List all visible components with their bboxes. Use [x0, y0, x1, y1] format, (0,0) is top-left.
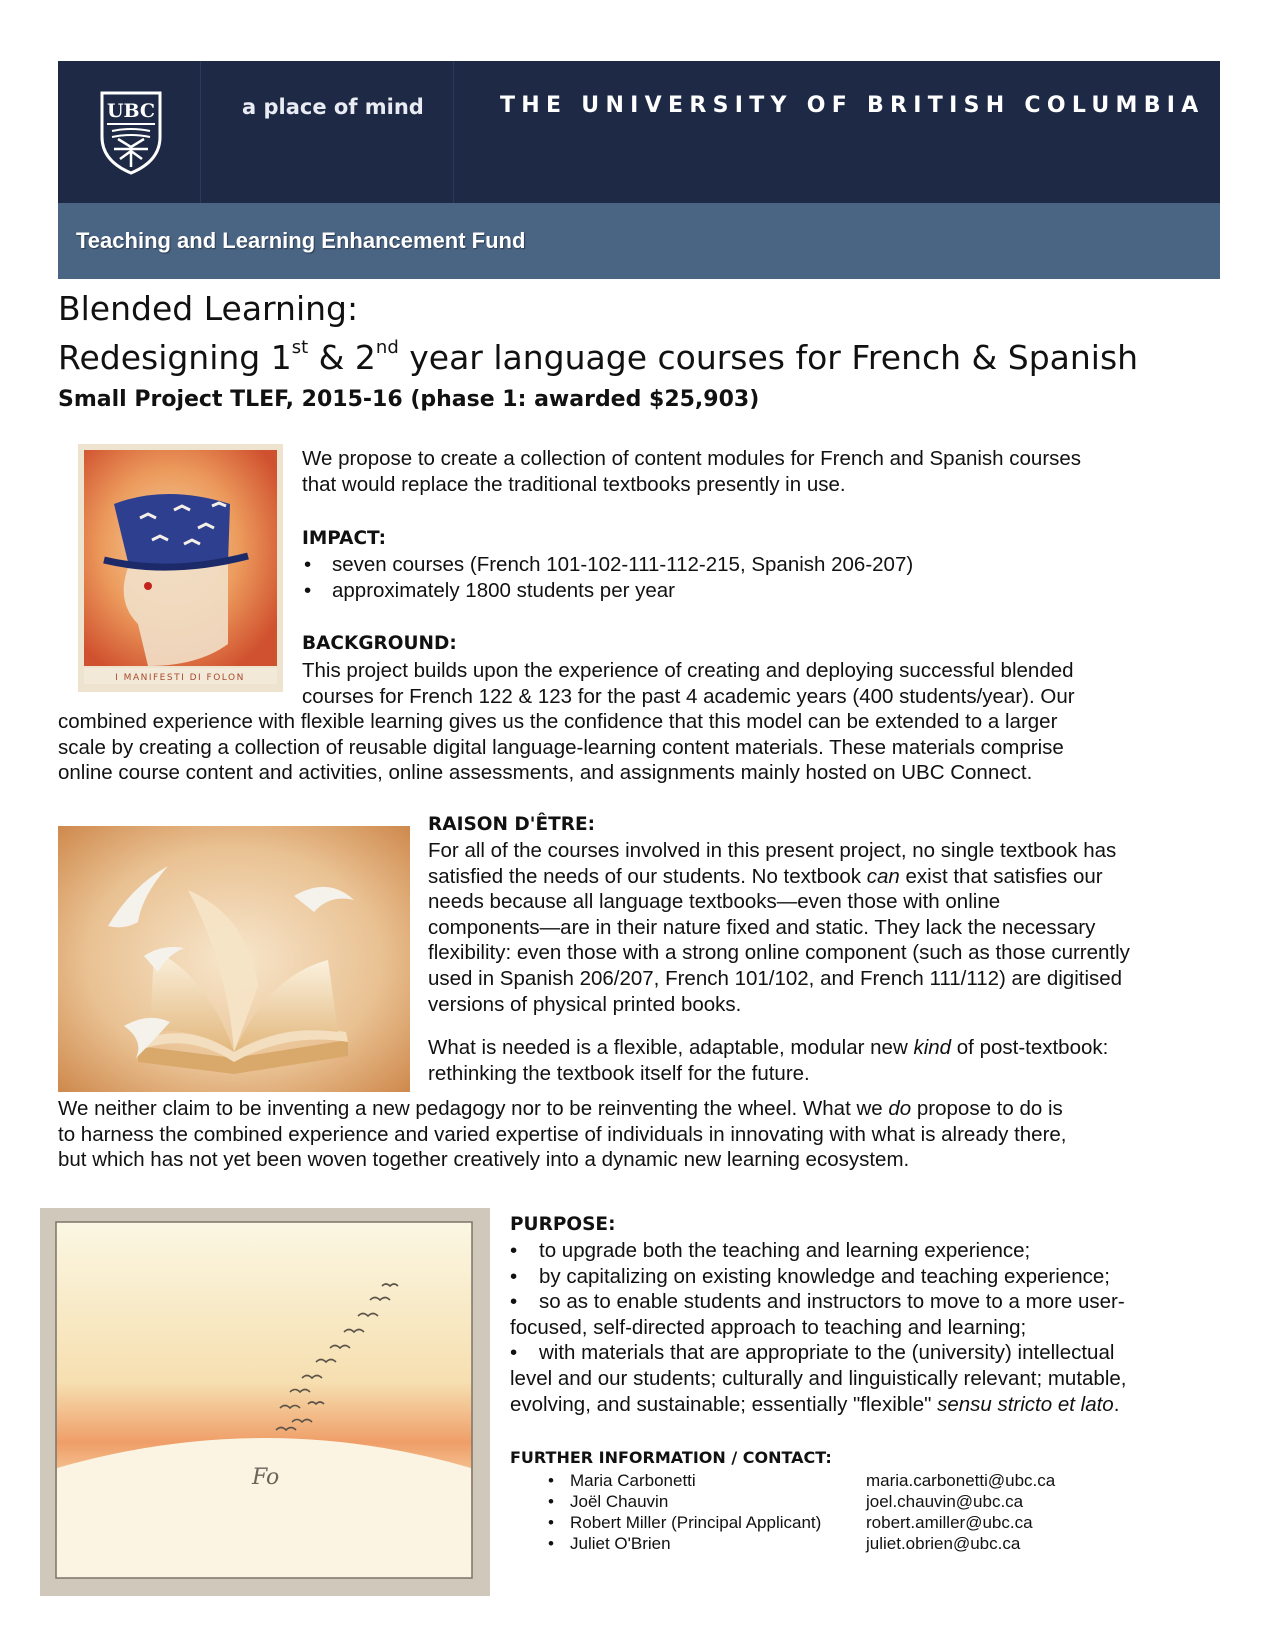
impact-item: • approximately 1800 students per year — [302, 578, 1182, 604]
contact-name: Juliet O'Brien — [570, 1534, 671, 1553]
purpose-item — [510, 1264, 1220, 1290]
purpose-item — [510, 1238, 1220, 1264]
statement-text: propose to do is — [911, 1097, 1063, 1120]
statement-paragraph — [58, 1096, 1218, 1173]
raison-line: For all of the courses involved in this present project, no single textbook has — [428, 839, 1117, 862]
statement-line: to harness the combined experience and varied expertise of individuals in innovating with what is already there, — [58, 1122, 1067, 1146]
raison-paragraph-1 — [428, 838, 1218, 1017]
background-text — [302, 658, 1202, 709]
book-birds-image — [58, 826, 410, 1092]
folon-poster-image — [78, 444, 283, 692]
purpose-text: to upgrade both the teaching and learning experience; — [539, 1239, 1031, 1262]
purpose-heading: PURPOSE: — [510, 1214, 616, 1235]
bullet-icon: • — [510, 1290, 518, 1314]
ubc-banner — [58, 61, 1220, 203]
bullet-icon: • — [548, 1534, 554, 1553]
ubc-crest-logo — [98, 91, 164, 175]
purpose-text: focused, self-directed approach to teaching and learning; — [510, 1315, 1027, 1339]
purpose-text: with materials that are appropriate to the (university) intellectual — [539, 1341, 1115, 1365]
raison-text: What is needed is a flexible, adaptable, modular new — [428, 1036, 914, 1059]
purpose-text: evolving, and sustainable; essentially "flexible" — [510, 1392, 938, 1416]
banner-divider — [453, 61, 454, 203]
raison-line: versions of physical printed books. — [428, 992, 742, 1016]
impact-item: • seven courses (French 101-102-111-112-215, Spanish 206-207) — [302, 552, 1182, 578]
title-text: year language courses for French & Spanish — [398, 338, 1139, 377]
background-line: This project builds upon the experience of creating and deploying successful blended — [302, 659, 1074, 682]
contact-heading: FURTHER INFORMATION / CONTACT: — [510, 1448, 832, 1467]
poster-caption: I MANIFESTI DI FOLON — [115, 673, 245, 683]
statement-line: but which has not yet been woven together creatively into a dynamic new learning ecosystem. — [58, 1148, 910, 1172]
background-line: combined experience with flexible learning gives us the confidence that this model can be extended to a larger — [58, 710, 1058, 733]
contact-email[interactable]: joel.chauvin@ubc.ca — [866, 1492, 1024, 1511]
bullet-icon: • — [510, 1264, 518, 1288]
purpose-text: level and our students; culturally and linguistically relevant; mutable, — [510, 1366, 1127, 1390]
background-text-continued — [58, 709, 1218, 786]
background-line: courses for French 122 & 123 for the past 4 academic years (400 students/year). Our — [302, 684, 1075, 708]
intro-line: that would replace the traditional textbooks presently in use. — [302, 472, 846, 496]
purpose-emphasis: sensu stricto et lato — [937, 1392, 1114, 1416]
raison-text: of post-textbook: — [951, 1036, 1109, 1059]
ubc-logo-text: UBC — [106, 100, 156, 122]
background-line: scale by creating a collection of reusable digital language-learning content materials. These materials comprise — [58, 735, 1064, 759]
raison-heading: RAISON D'ÊTRE: — [428, 814, 595, 835]
statement-text: We neither claim to be inventing a new pedagogy nor to be reinventing the wheel. What we — [58, 1097, 889, 1120]
raison-line: flexibility: even those with a strong online component (such as those currently — [428, 941, 1130, 965]
raison-line: components—are in their nature fixed and static. They lack the necessary — [428, 915, 1096, 939]
intro-text — [302, 446, 1202, 497]
contact-email[interactable]: juliet.obrien@ubc.ca — [866, 1534, 1021, 1553]
statement-emphasis: do — [888, 1097, 912, 1120]
impact-list — [302, 552, 1182, 603]
raison-line — [428, 864, 1218, 890]
statement-line — [58, 1096, 1218, 1122]
purpose-text: . — [1113, 1392, 1120, 1416]
title-text: Redesigning 1 — [58, 338, 292, 377]
title-text: & 2 — [308, 338, 376, 377]
raison-emphasis: can — [866, 864, 900, 888]
raison-text: exist that satisfies our — [899, 864, 1103, 888]
raison-text: satisfied the needs of our students. No textbook — [428, 864, 867, 888]
impact-heading: IMPACT: — [302, 528, 387, 549]
bullet-icon: • — [510, 1239, 518, 1262]
contact-name: Joël Chauvin — [570, 1492, 669, 1511]
background-line: online course content and activities, online assessments, and assignments mainly hosted on UBC Connect. — [58, 761, 1033, 785]
raison-emphasis: kind — [913, 1036, 952, 1059]
tagline: a place of mind — [242, 95, 424, 119]
title-superscript: nd — [375, 337, 399, 358]
title-line-1: Blended Learning: — [58, 289, 359, 328]
birds-landscape-image — [40, 1208, 490, 1596]
raison-paragraph-2 — [428, 1035, 1218, 1086]
bullet-icon: • — [548, 1513, 554, 1532]
bullet-icon: • — [548, 1492, 554, 1511]
purpose-item — [510, 1340, 1220, 1366]
fund-bar — [58, 203, 1220, 279]
artist-signature: Fo — [252, 1465, 280, 1490]
raison-line: rethinking the textbook itself for the future. — [428, 1061, 810, 1085]
contact-name: Robert Miller (Principal Applicant) — [570, 1513, 822, 1532]
contact-email[interactable]: robert.amiller@ubc.ca — [866, 1513, 1033, 1532]
university-name: THE UNIVERSITY OF BRITISH COLUMBIA — [500, 93, 1205, 118]
purpose-item — [510, 1289, 1220, 1315]
contact-name: Maria Carbonetti — [570, 1471, 696, 1490]
title-superscript: st — [291, 337, 309, 358]
project-subtitle: Small Project TLEF, 2015-16 (phase 1: awarded $25,903) — [58, 387, 760, 412]
banner-divider — [200, 61, 201, 203]
bullet-icon: • — [548, 1471, 554, 1490]
title-line-2 — [58, 338, 1138, 377]
fund-name: Teaching and Learning Enhancement Fund — [76, 228, 526, 253]
raison-line: needs because all language textbooks—even those with online — [428, 890, 1001, 914]
background-heading: BACKGROUND: — [302, 633, 457, 654]
purpose-text — [510, 1392, 1220, 1418]
intro-line: We propose to create a collection of content modules for French and Spanish courses — [302, 447, 1082, 470]
raison-line: used in Spanish 206/207, French 101/102, and French 111/112) are digitised — [428, 966, 1123, 990]
raison-line — [428, 1035, 1218, 1061]
purpose-list — [510, 1238, 1220, 1417]
purpose-text: by capitalizing on existing knowledge and teaching experience; — [539, 1264, 1110, 1288]
purpose-text: so as to enable students and instructors to move to a more user- — [539, 1290, 1125, 1314]
contact-email[interactable]: maria.carbonetti@ubc.ca — [866, 1471, 1056, 1490]
bullet-icon: • — [510, 1341, 518, 1365]
